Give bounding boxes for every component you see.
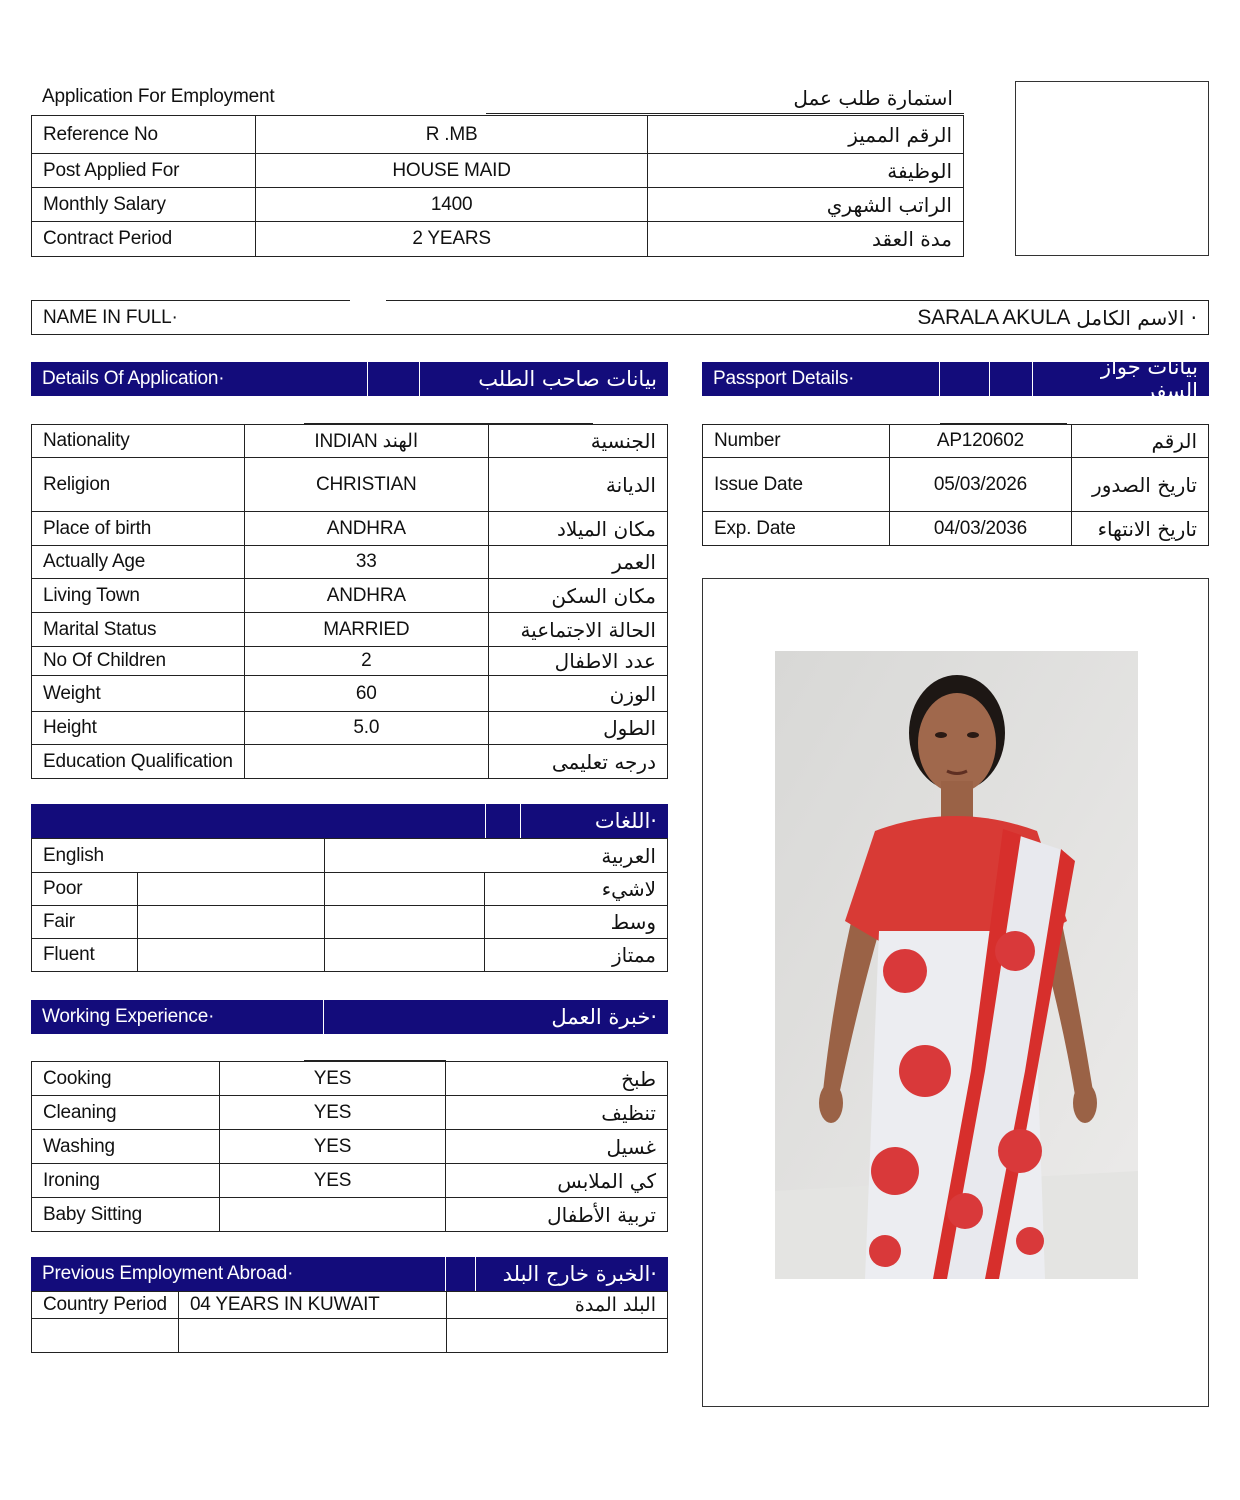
detail-label: Nationality [32,425,245,458]
details-header-en: Details Of Application· [31,362,368,396]
table-row [32,712,668,745]
detail-label-ar: العمر [488,546,667,579]
form-title-ar: استمارة طلب عمل [793,86,953,110]
detail-label: Living Town [32,579,245,613]
table-row [32,1198,668,1232]
detail-value: 60 [244,676,488,712]
skill-value [219,1198,445,1232]
empty-cell [178,1319,446,1353]
table-row [32,579,668,613]
detail-value: 33 [244,546,488,579]
detail-label: Actually Age [32,546,245,579]
full-name-label-ar: · الاسم الكامل [1076,305,1197,330]
lang-level-label-ar: لاشيء [485,873,668,906]
row-label-ar: الرقم المميز [648,116,964,154]
detail-label-ar: الديانة [488,458,667,512]
table-row [32,676,668,712]
detail-label: No Of Children [32,647,245,676]
lang-spacer-cell [324,906,485,939]
previous-label-en: Country Period [32,1292,179,1319]
empty-cell [32,1319,179,1353]
full-name-row [31,301,1209,335]
header-spacer [31,804,486,838]
skill-label: Ironing [32,1164,220,1198]
detail-value: 2 [244,647,488,676]
detail-label-ar: الوزن [488,676,667,712]
lang-level-label: Poor [32,873,138,906]
skill-label-ar: كي الملابس [446,1164,668,1198]
passport-label-ar: الرقم [1072,425,1209,458]
lang-spacer-cell [324,873,485,906]
table-row [32,222,964,257]
row-value: 2 YEARS [255,222,647,257]
row-label-ar: الراتب الشهري [648,188,964,222]
skill-value: YES [219,1130,445,1164]
row-label: Post Applied For [32,154,256,188]
detail-label-ar: الطول [488,712,667,745]
row-label: Contract Period [32,222,256,257]
detail-label-ar: درجه تعليمى [488,745,667,779]
row-value: 1400 [255,188,647,222]
experience-header-ar: ·خبرة العمل [551,1005,657,1029]
table-row [32,1164,668,1198]
row-value: HOUSE MAID [255,154,647,188]
header-spacer [990,362,1033,396]
details-header-ar: بيانات صاحب الطلب [478,367,657,391]
lang-level-label-ar: وسط [485,906,668,939]
table-row [32,647,668,676]
detail-value [244,745,488,779]
table-row [32,1130,668,1164]
detail-label-ar: مكان الميلاد [488,512,667,546]
languages-header-ar: ·اللغات [594,809,657,833]
passport-label: Exp. Date [703,512,890,546]
table-row [703,458,1209,512]
table-row [32,425,668,458]
details-table [31,424,668,779]
row-value: R .MB [255,116,647,154]
photo-frame [702,578,1209,1407]
header-spacer [486,804,521,838]
detail-value: CHRISTIAN [244,458,488,512]
passport-table [702,424,1209,546]
divider [486,113,964,114]
lang-english-cell [137,906,324,939]
skill-label-ar: تنظيف [446,1096,668,1130]
table-row [32,906,668,939]
skill-value: YES [219,1096,445,1130]
detail-value: INDIAN الهند [244,425,488,458]
table-row [32,1096,668,1130]
details-header [31,362,668,396]
full-name-label: NAME IN FULL· [43,306,178,328]
passport-header-ar: بيانات جواز السفر [1100,355,1198,403]
skill-label: Baby Sitting [32,1198,220,1232]
lang-english-cell [137,939,324,972]
lang-english-cell [137,873,324,906]
table-row [32,188,964,222]
previous-header-ar: ·الخبرة خارج البلد [502,1262,657,1286]
table-row [32,512,668,546]
passport-value: 04/03/2036 [889,512,1072,546]
row-label: Reference No [32,116,256,154]
table-row [703,425,1209,458]
lang-col-arabic: العربية [324,839,667,873]
form-title-en: Application For Employment [42,86,275,107]
detail-label: Marital Status [32,613,245,647]
table-row [703,512,1209,546]
header-spacer [368,362,420,396]
detail-value: ANDHRA [244,512,488,546]
table-row [32,154,964,188]
skill-value: YES [219,1164,445,1198]
detail-label: Weight [32,676,245,712]
row-label-ar: الوظيفة [648,154,964,188]
header-spacer [940,362,990,396]
languages-header [31,804,668,838]
detail-label: Place of birth [32,512,245,546]
detail-label: Religion [32,458,245,512]
table-row [32,458,668,512]
lang-col-english: English [32,839,325,873]
table-row [32,939,668,972]
experience-header-en: Working Experience· [31,1000,324,1034]
table-row [32,1062,668,1096]
empty-cell [447,1319,668,1353]
passport-value: 05/03/2026 [889,458,1072,512]
small-photo-box [1015,81,1209,256]
passport-label: Number [703,425,890,458]
applicant-photo [775,651,1138,1279]
passport-value: AP120602 [889,425,1072,458]
lang-level-label: Fluent [32,939,138,972]
table-row [32,873,668,906]
table-row [32,745,668,779]
table-row [32,546,668,579]
skill-label: Cooking [32,1062,220,1096]
passport-header-en: Passport Details· [702,362,940,396]
passport-label: Issue Date [703,458,890,512]
previous-header-en: Previous Employment Abroad· [31,1257,446,1291]
detail-label-ar: عدد الاطفال [488,647,667,676]
row-label: Monthly Salary [32,188,256,222]
previous-table [31,1291,668,1353]
table-row [32,116,964,154]
skill-label-ar: غسيل [446,1130,668,1164]
top-info-table [31,115,964,257]
previous-header [31,1257,668,1291]
detail-label: Height [32,712,245,745]
skill-label-ar: طبخ [446,1062,668,1096]
detail-value: 5.0 [244,712,488,745]
full-name-value: SARALA AKULA [917,305,1071,329]
skill-label: Cleaning [32,1096,220,1130]
detail-value: MARRIED [244,613,488,647]
row-label-ar: مدة العقد [648,222,964,257]
lang-level-label: Fair [32,906,138,939]
previous-value: 04 YEARS IN KUWAIT [178,1292,446,1319]
experience-table [31,1061,668,1232]
detail-label-ar: الحالة الاجتماعية [488,613,667,647]
skill-label-ar: تربية الأطفال [446,1198,668,1232]
passport-label-ar: تاريخ الانتهاء [1072,512,1209,546]
detail-label: Education Qualification [32,745,245,779]
detail-label-ar: مكان السكن [488,579,667,613]
languages-table [31,838,668,972]
skill-value: YES [219,1062,445,1096]
passport-header [702,355,1209,403]
detail-label-ar: الجنسية [488,425,667,458]
lang-spacer-cell [324,939,485,972]
lang-level-label-ar: ممتاز [485,939,668,972]
passport-label-ar: تاريخ الصدور [1072,458,1209,512]
experience-header [31,1000,668,1034]
table-row [32,613,668,647]
previous-label-ar: البلد المدة [447,1292,668,1319]
detail-value: ANDHRA [244,579,488,613]
skill-label: Washing [32,1130,220,1164]
header-spacer [446,1257,476,1291]
